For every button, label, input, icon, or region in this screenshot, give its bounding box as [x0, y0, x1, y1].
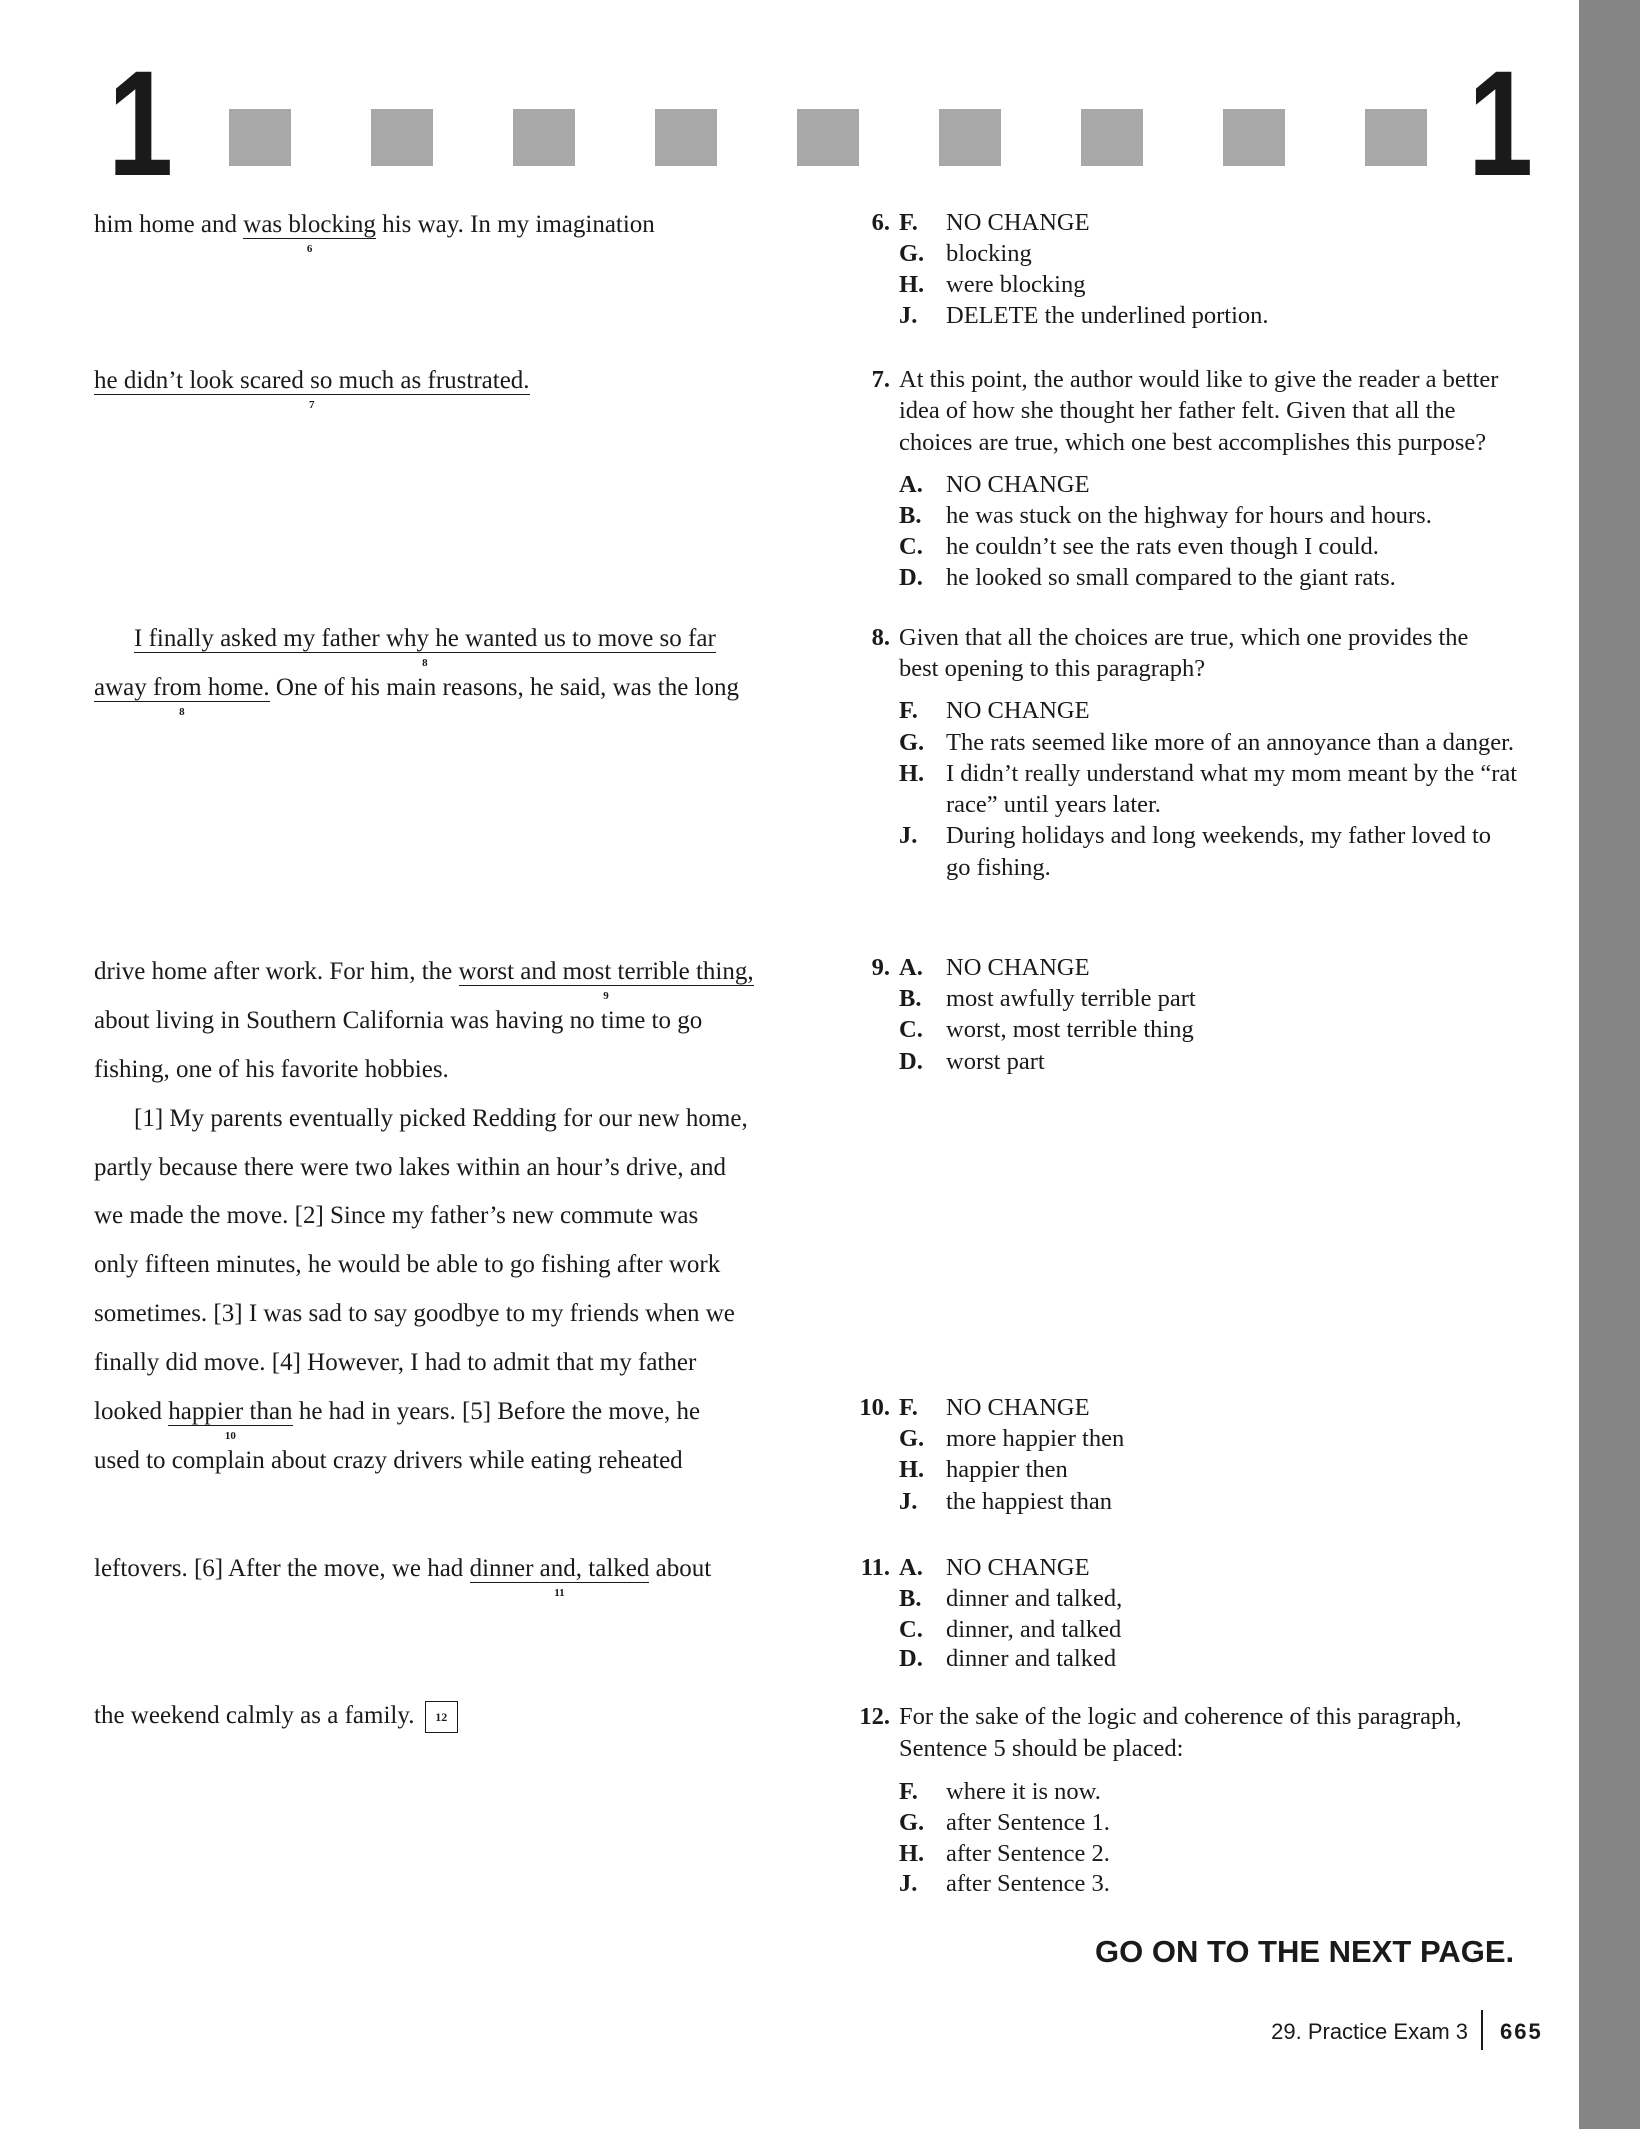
- question-ref-number: 8: [422, 657, 428, 669]
- option-letter: H.: [899, 1840, 925, 1867]
- underlined-text: happier than: [168, 1398, 293, 1425]
- passage-line: [94, 1055, 449, 1085]
- option-text: after Sentence 2.: [946, 1840, 1110, 1867]
- option-letter: B.: [899, 985, 922, 1012]
- passage-line: [94, 1201, 698, 1231]
- option-letter: C.: [899, 1616, 923, 1643]
- passage-line: [94, 1397, 701, 1442]
- passage-text: sometimes. [3] I was sad to say goodbye to my friends when we: [94, 1300, 735, 1327]
- question-number: 8.: [871, 624, 890, 651]
- option-letter: B.: [899, 1585, 922, 1612]
- passage-text: about: [649, 1555, 712, 1582]
- underlined-portion: [168, 1398, 293, 1442]
- option-text: race” until years later.: [946, 791, 1161, 818]
- passage-text: him home and: [94, 211, 244, 238]
- underlined-portion: [458, 958, 754, 1002]
- option-text: During holidays and long weekends, my father loved to: [946, 822, 1492, 849]
- passage-line: [94, 1554, 712, 1599]
- option-letter: F.: [899, 1778, 918, 1805]
- underlined-text: he didn’t look scared so much as frustrated.: [94, 367, 530, 394]
- next-page-instruction: GO ON TO THE NEXT PAGE.: [1095, 1934, 1515, 1969]
- passage-line: [134, 624, 716, 669]
- passage-line: [94, 1250, 720, 1280]
- option-text: he was stuck on the highway for hours and hours.: [946, 502, 1432, 529]
- question-stem-line: Sentence 5 should be placed:: [899, 1735, 1184, 1762]
- question-number: 7.: [871, 366, 890, 393]
- passage-text: only fifteen minutes, he would be able to go fishing after work: [94, 1251, 721, 1278]
- option-text: where it is now.: [946, 1778, 1101, 1805]
- question-ref-number: 9: [603, 990, 609, 1002]
- passage-text: drive home after work. For him, the: [94, 958, 459, 985]
- option-letter: F.: [899, 209, 918, 236]
- underlined-portion: [469, 1555, 650, 1599]
- option-text: happier then: [946, 1456, 1068, 1483]
- divider-square: [1081, 109, 1143, 166]
- passage-text: his way. In my imagination: [375, 211, 655, 238]
- passage-line: [94, 210, 655, 255]
- divider-square: [1223, 109, 1285, 166]
- passage-line: [94, 1701, 458, 1733]
- option-letter: D.: [899, 564, 923, 591]
- passage-line: [94, 1006, 702, 1036]
- option-text: NO CHANGE: [946, 954, 1090, 981]
- question-ref-number: 6: [306, 243, 313, 255]
- passage-line: [94, 1446, 683, 1476]
- divider-square: [1365, 109, 1427, 166]
- question-ref-number: 8: [179, 706, 185, 718]
- option-text: most awfully terrible part: [946, 985, 1196, 1012]
- option-letter: G.: [899, 1809, 925, 1836]
- underlined-text: was blocking: [243, 211, 376, 238]
- option-letter: J.: [899, 302, 918, 329]
- option-text: worst, most terrible thing: [946, 1016, 1194, 1043]
- option-text: after Sentence 1.: [946, 1809, 1110, 1836]
- underlined-portion: [243, 211, 376, 255]
- question-ref-number: 7: [309, 399, 315, 411]
- option-text: NO CHANGE: [946, 697, 1090, 724]
- passage-text: One of his main reasons, he said, was the long: [269, 674, 739, 701]
- passage-line: [94, 957, 754, 1002]
- option-letter: J.: [899, 1870, 918, 1897]
- passage-text: finally did move. [4] However, I had to admit that my father: [94, 1349, 697, 1376]
- passage-text: about living in Southern California was having no time to go: [94, 1007, 703, 1034]
- option-text: more happier then: [946, 1425, 1125, 1452]
- option-text: dinner and talked,: [946, 1585, 1123, 1612]
- underlined-text: away from home.: [94, 674, 270, 701]
- underlined-text: I finally asked my father why he wanted us to move so far: [134, 625, 716, 652]
- section-number-right: 1: [1468, 39, 1534, 207]
- divider-square: [939, 109, 1001, 166]
- question-number: 11.: [860, 1554, 890, 1581]
- option-text: NO CHANGE: [946, 1394, 1090, 1421]
- question-stem-line: idea of how she thought her father felt. Given that all the: [899, 397, 1456, 424]
- option-letter: F.: [899, 1394, 918, 1421]
- option-letter: A.: [899, 1554, 923, 1581]
- chapter-label: 29. Practice Exam 3: [1271, 2019, 1468, 2044]
- question-number: 10.: [859, 1394, 890, 1421]
- option-text: the happiest than: [946, 1488, 1113, 1515]
- divider-square: [371, 109, 433, 166]
- passage-text: partly because there were two lakes within an hour’s drive, and: [94, 1154, 726, 1181]
- option-text: he looked so small compared to the giant rats.: [946, 564, 1396, 591]
- passage-line: [94, 1299, 735, 1329]
- underlined-portion: [94, 367, 530, 411]
- question-ref-number: 10: [224, 1430, 236, 1442]
- option-letter: A.: [899, 954, 923, 981]
- page-edge-tab: [1579, 0, 1640, 2129]
- option-letter: H.: [899, 1456, 925, 1483]
- option-text: worst part: [946, 1048, 1045, 1075]
- divider-square: [229, 109, 291, 166]
- option-letter: G.: [899, 1425, 925, 1452]
- underlined-portion: [94, 674, 270, 718]
- passage-text: looked: [94, 1398, 169, 1425]
- question-box-12: 12: [425, 1701, 458, 1733]
- option-text: NO CHANGE: [946, 471, 1090, 498]
- option-text: after Sentence 3.: [946, 1870, 1110, 1897]
- option-letter: H.: [899, 271, 925, 298]
- underlined-text: worst and most terrible thing,: [458, 958, 754, 985]
- option-letter: C.: [899, 1016, 923, 1043]
- option-text: NO CHANGE: [946, 1554, 1090, 1581]
- option-letter: D.: [899, 1048, 923, 1075]
- question-stem-line: best opening to this paragraph?: [899, 655, 1206, 682]
- divider-square: [655, 109, 717, 166]
- option-text: he couldn’t see the rats even though I could.: [946, 533, 1379, 560]
- passage-text: we made the move. [2] Since my father’s new commute was: [94, 1202, 699, 1229]
- passage-line: [94, 1153, 726, 1183]
- question-number: 12.: [859, 1703, 890, 1730]
- question-number: 6.: [871, 209, 890, 236]
- option-letter: J.: [899, 822, 918, 849]
- underlined-text: dinner and, talked: [469, 1555, 650, 1582]
- passage-line: [94, 673, 739, 718]
- option-text: dinner, and talked: [946, 1616, 1122, 1643]
- option-text: were blocking: [946, 271, 1086, 298]
- option-letter: H.: [899, 760, 925, 787]
- option-text: dinner and talked: [946, 1645, 1117, 1672]
- passage-text: leftovers. [6] After the move, we had: [94, 1555, 470, 1582]
- option-text: I didn’t really understand what my mom meant by the “rat: [946, 760, 1518, 787]
- option-text: go fishing.: [946, 854, 1051, 881]
- question-stem-line: Given that all the choices are true, which one provides the: [899, 624, 1469, 651]
- passage-line: [94, 366, 530, 411]
- option-letter: G.: [899, 240, 925, 267]
- passage-text: the weekend calmly as a family.: [94, 1702, 421, 1729]
- question-stem-line: choices are true, which one best accomplishes this purpose?: [899, 429, 1487, 456]
- passage-text: fishing, one of his favorite hobbies.: [94, 1056, 449, 1083]
- passage-line: [94, 1348, 696, 1378]
- option-letter: B.: [899, 502, 922, 529]
- footer-divider: [1481, 2010, 1483, 2050]
- divider-square: [513, 109, 575, 166]
- passage-text: he had in years. [5] Before the move, he: [292, 1398, 701, 1425]
- option-letter: D.: [899, 1645, 923, 1672]
- option-letter: G.: [899, 729, 925, 756]
- passage-text: [1] My parents eventually picked Redding for our new home,: [134, 1105, 748, 1132]
- option-text: blocking: [946, 240, 1032, 267]
- question-ref-number: 11: [554, 1587, 565, 1599]
- passage-text: used to complain about crazy drivers while eating reheated: [94, 1447, 683, 1474]
- option-text: NO CHANGE: [946, 209, 1090, 236]
- passage-line: [134, 1104, 748, 1134]
- option-text: DELETE the underlined portion.: [946, 302, 1269, 329]
- divider-square: [797, 109, 859, 166]
- question-stem-line: At this point, the author would like to give the reader a better: [899, 366, 1499, 393]
- underlined-portion: [134, 625, 716, 669]
- page-number: 665: [1500, 2019, 1543, 2044]
- question-number: 9.: [871, 954, 890, 981]
- option-letter: C.: [899, 533, 923, 560]
- option-letter: F.: [899, 697, 918, 724]
- option-letter: J.: [899, 1488, 918, 1515]
- question-stem-line: For the sake of the logic and coherence of this paragraph,: [899, 1703, 1462, 1730]
- section-number-left: 1: [108, 39, 174, 207]
- option-text: The rats seemed like more of an annoyance than a danger.: [946, 729, 1515, 756]
- option-letter: A.: [899, 471, 923, 498]
